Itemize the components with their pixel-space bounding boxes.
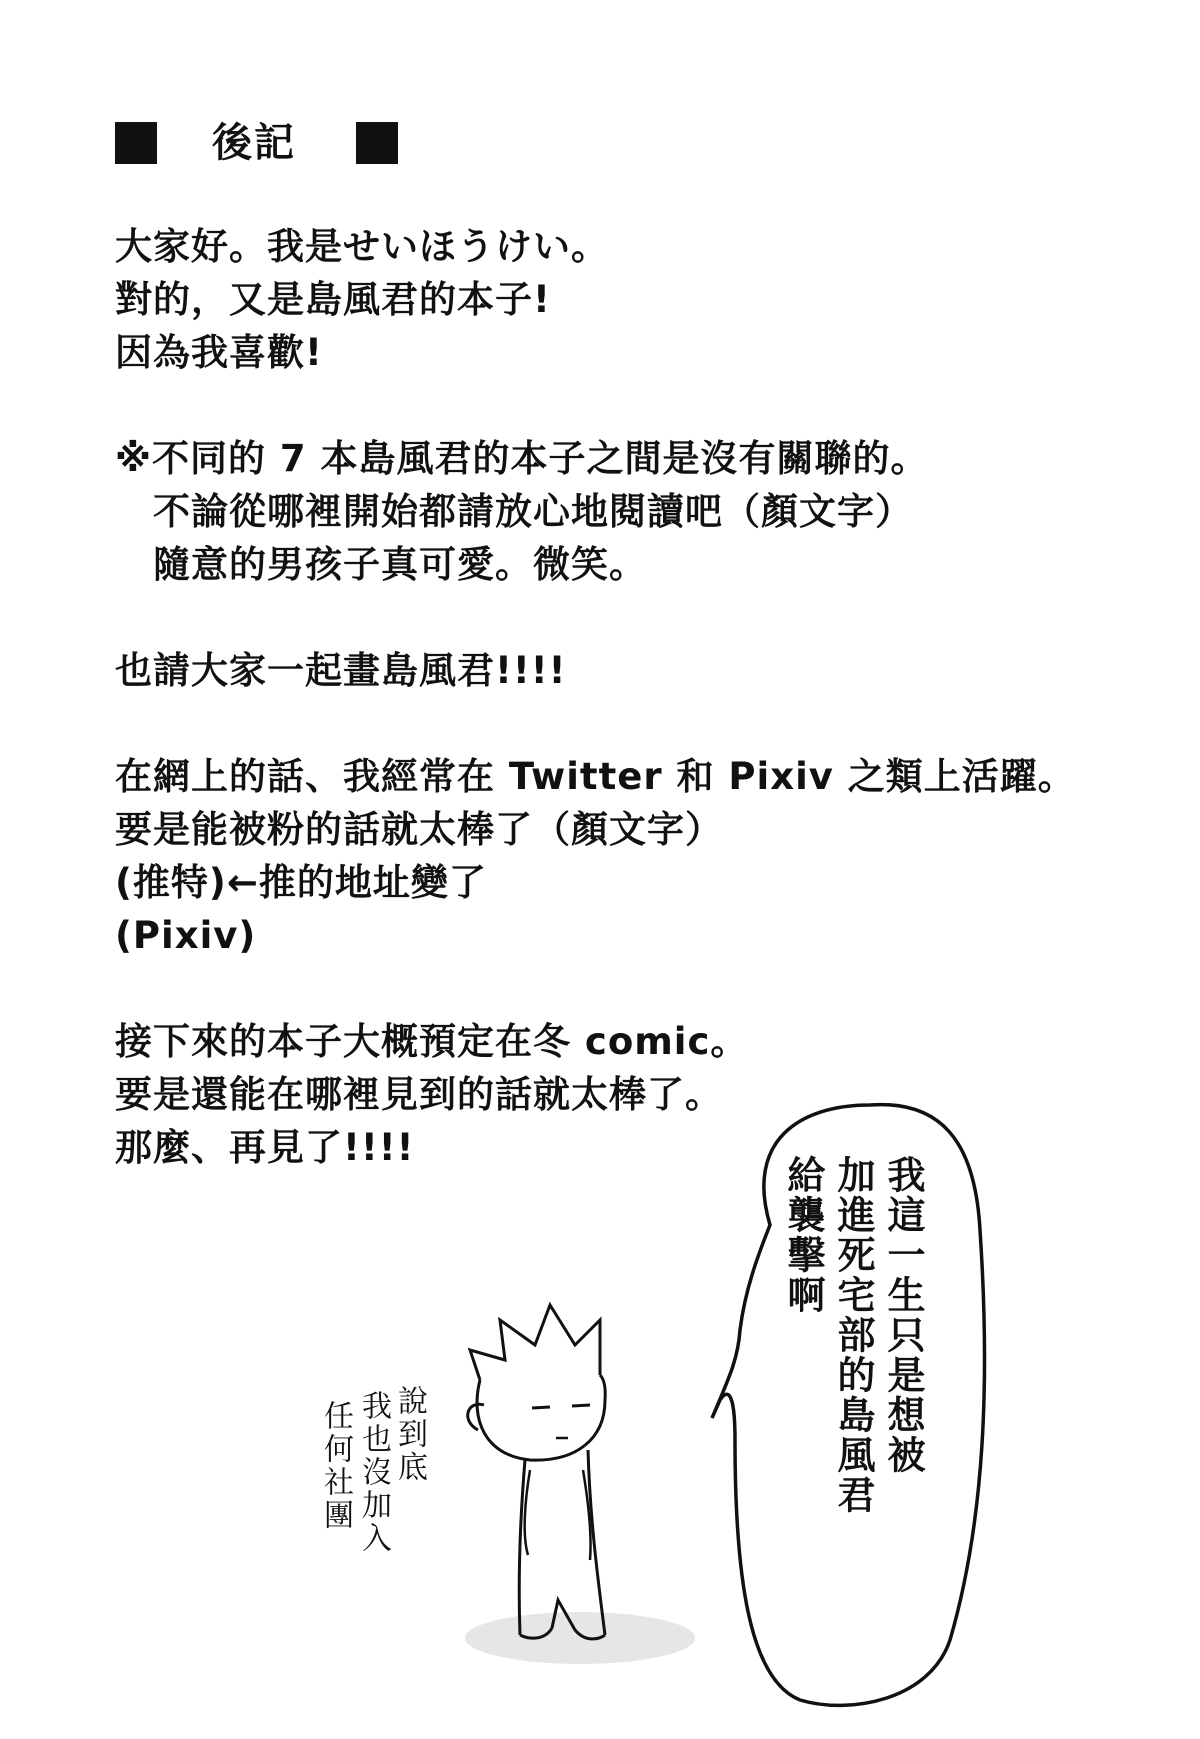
afterword-body <box>115 220 1155 1174</box>
body-line: (推特)←推的地址變了 <box>115 861 487 904</box>
blank-line <box>115 697 1155 750</box>
character-hair <box>470 1305 600 1380</box>
character-arms <box>525 1470 591 1560</box>
bubble-column: 給襲擊啊 <box>781 1155 825 1315</box>
body-line: 因為我喜歡! <box>115 331 323 374</box>
body-line: 隨意的男孩子真可愛。微笑。 <box>153 543 647 586</box>
body-line: 在網上的話、我經常在 Twitter 和 Pixiv 之類上活躍。 <box>115 755 1076 798</box>
page-title: 後記 <box>212 120 296 166</box>
character-head <box>477 1375 605 1460</box>
side-note-column: 任何社團 <box>318 1400 353 1532</box>
blank-line <box>115 591 1155 644</box>
body-line: 不論從哪裡開始都請放心地閱讀吧（顏文字） <box>153 490 913 533</box>
black-square-right <box>356 122 398 164</box>
character-eye-right <box>572 1405 590 1406</box>
body-line: 接下來的本子大概預定在冬 comic。 <box>115 1020 749 1063</box>
body-line: 要是能被粉的話就太棒了（顏文字） <box>115 808 723 851</box>
character-eye-left <box>532 1407 550 1408</box>
side-note-column: 我也沒加入 <box>356 1390 391 1555</box>
body-line: 要是還能在哪裡見到的話就太棒了。 <box>115 1073 723 1116</box>
blank-line <box>115 379 1155 432</box>
side-note-column: 說到底 <box>392 1385 427 1484</box>
bubble-column: 加進死宅部的島風君 <box>831 1155 875 1515</box>
body-line: (Pixiv) <box>115 914 257 957</box>
floor-shadow <box>465 1612 695 1664</box>
body-line: 那麼、再見了!!!! <box>115 1126 415 1169</box>
body-line: 對的，又是島風君的本子! <box>115 278 551 321</box>
body-line: ※不同的 7 本島風君的本子之間是沒有關聯的。 <box>115 437 929 480</box>
body-line: 大家好。我是せいほうけい。 <box>115 225 609 268</box>
black-square-left <box>115 122 157 164</box>
character-ear <box>468 1404 484 1430</box>
character-body <box>519 1450 605 1635</box>
bubble-column: 我這一生只是想被 <box>881 1155 925 1475</box>
body-line: 也請大家一起畫島風君!!!! <box>115 649 567 692</box>
character-legs <box>520 1600 605 1639</box>
blank-line <box>115 962 1155 1015</box>
afterword-header <box>115 120 398 166</box>
